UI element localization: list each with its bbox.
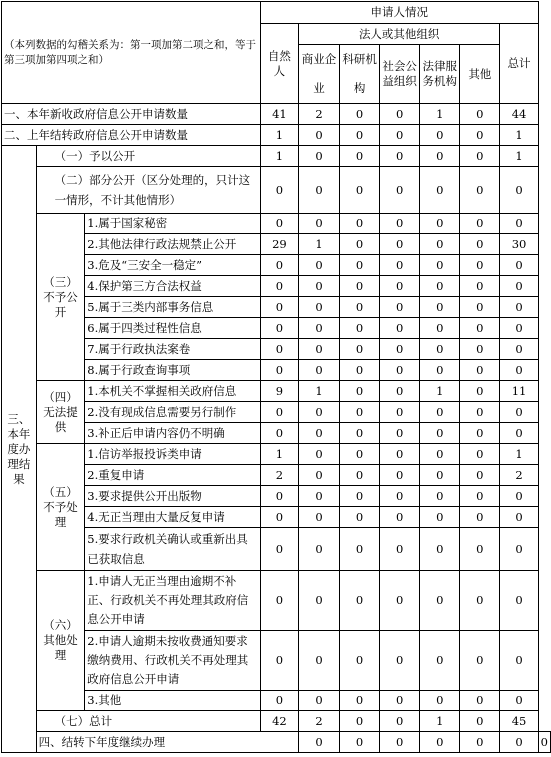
cell-social: 0: [380, 214, 420, 234]
cell-other: 0: [460, 402, 500, 423]
cell-commercial: 1: [299, 381, 340, 402]
cell-legal: 0: [420, 402, 460, 423]
row-label: 6.属于四类过程性信息: [85, 318, 260, 339]
cell-commercial: 2: [299, 711, 340, 732]
cell-legal: 0: [420, 486, 460, 507]
cell-total: 0: [500, 691, 538, 711]
row-label: 2.其他法律行政法规禁止公开: [85, 234, 260, 255]
cell-legal: 0: [420, 339, 460, 360]
cell-other: 0: [460, 276, 500, 297]
row-label: （七）总计: [36, 711, 260, 732]
row-label: 4.保护第三方合法权益: [85, 276, 260, 297]
cell-social: 0: [380, 276, 420, 297]
cell-natural: 0: [299, 732, 340, 753]
table-row: [2, 125, 551, 146]
group-label-cannot-provide: （四）无法提供: [36, 381, 85, 444]
cell-other: 0: [460, 339, 500, 360]
row-label: 1.信访举报投诉类申请: [85, 444, 260, 465]
table-row: [2, 571, 551, 631]
cell-other: 0: [460, 167, 500, 214]
cell-other: 0: [460, 125, 500, 146]
cell-natural: 2: [260, 465, 298, 486]
cell-social: 0: [380, 360, 420, 381]
cell-natural: 0: [260, 691, 298, 711]
cell-research: 0: [340, 571, 380, 631]
cell-total: 45: [500, 711, 538, 732]
cell-legal: 0: [420, 214, 460, 234]
table-row: [2, 234, 551, 255]
row-label: 一、本年新收政府信息公开申请数量: [2, 104, 261, 125]
table-row: [2, 214, 551, 234]
cell-other: 0: [460, 711, 500, 732]
cell-legal: 1: [420, 711, 460, 732]
cell-social: 0: [380, 255, 420, 276]
cell-commercial: 0: [299, 255, 340, 276]
cell-total: 0: [500, 255, 538, 276]
cell-social: 0: [380, 711, 420, 732]
cell-legal: 0: [460, 732, 500, 753]
cell-research: 0: [340, 465, 380, 486]
cell-legal: 0: [420, 571, 460, 631]
cell-commercial: 0: [299, 402, 340, 423]
cell-natural: 0: [260, 318, 298, 339]
cell-legal: 0: [420, 465, 460, 486]
row-label: （一）予以公开: [36, 146, 260, 167]
row-label: 4.无正当理由大量反复申请: [85, 507, 260, 528]
table-row: [2, 339, 551, 360]
cell-natural: 0: [260, 297, 298, 318]
cell-social: 0: [380, 381, 420, 402]
cell-social: 0: [380, 146, 420, 167]
cell-other: 0: [460, 571, 500, 631]
cell-research: 0: [340, 711, 380, 732]
table-row: [2, 297, 551, 318]
cell-commercial: 0: [340, 732, 380, 753]
cell-research: 0: [340, 423, 380, 444]
row-label: 3.其他: [85, 691, 260, 711]
cell-total: 1: [500, 444, 538, 465]
cell-social: 0: [380, 125, 420, 146]
cell-legal: 0: [420, 146, 460, 167]
cell-other: 0: [460, 444, 500, 465]
cell-total: 30: [500, 234, 538, 255]
cell-total: 0: [500, 360, 538, 381]
cell-other: 0: [460, 691, 500, 711]
cell-research: 0: [340, 104, 380, 125]
cell-total: 1: [500, 146, 538, 167]
header-total: 总计: [500, 24, 538, 104]
table-row: [2, 507, 551, 528]
cell-legal: 0: [420, 691, 460, 711]
cell-total: 11: [500, 381, 538, 402]
cell-commercial: 0: [299, 571, 340, 631]
cell-research: 0: [340, 444, 380, 465]
group-label-other-processing: （六）其他处理: [36, 571, 85, 711]
cell-natural: 0: [260, 631, 298, 691]
cell-research: 0: [340, 255, 380, 276]
header-other: 其他: [460, 45, 500, 104]
cell-legal: 0: [420, 507, 460, 528]
cell-research: 0: [340, 402, 380, 423]
cell-total: 0: [500, 167, 538, 214]
cell-legal: 0: [420, 255, 460, 276]
cell-commercial: 0: [299, 276, 340, 297]
cell-total: 0: [500, 276, 538, 297]
cell-commercial: 0: [299, 297, 340, 318]
cell-social: 0: [380, 423, 420, 444]
cell-natural: 41: [260, 104, 298, 125]
cell-commercial: 0: [299, 360, 340, 381]
row-label: 2.重复申请: [85, 465, 260, 486]
cell-social: 0: [380, 691, 420, 711]
cell-legal: 0: [420, 631, 460, 691]
cell-legal: 1: [420, 381, 460, 402]
table-row: [2, 528, 551, 571]
row-label: 1.属于国家秘密: [85, 214, 260, 234]
cell-research: 0: [380, 732, 420, 753]
cell-social: 0: [380, 297, 420, 318]
cell-natural: 0: [260, 214, 298, 234]
table-row: [2, 465, 551, 486]
cell-social: 0: [380, 104, 420, 125]
cell-other: 0: [460, 381, 500, 402]
header-legal-service: 法律服务机构: [420, 45, 460, 104]
cell-commercial: 0: [299, 486, 340, 507]
header-natural-person: 自然人: [260, 24, 298, 104]
cell-total: 1: [500, 125, 538, 146]
cell-commercial: 0: [299, 465, 340, 486]
cell-research: 0: [340, 507, 380, 528]
cell-other: 0: [460, 255, 500, 276]
cell-commercial: 0: [299, 339, 340, 360]
table-row: [2, 402, 551, 423]
cell-social: 0: [380, 167, 420, 214]
cell-research: 0: [340, 297, 380, 318]
cell-other: 0: [460, 423, 500, 444]
table-row: [2, 146, 551, 167]
cell-total: 0: [500, 339, 538, 360]
cell-other: 0: [460, 318, 500, 339]
cell-natural: 42: [260, 711, 298, 732]
header-legal-orgs: 法人或其他组织: [299, 24, 500, 45]
table-row: [2, 255, 551, 276]
cell-legal: 1: [420, 104, 460, 125]
cell-natural: 0: [260, 423, 298, 444]
cell-other: 0: [460, 234, 500, 255]
cell-legal: 0: [420, 234, 460, 255]
table-row: [2, 318, 551, 339]
cell-social: 0: [380, 234, 420, 255]
cell-commercial: 0: [299, 528, 340, 571]
cell-legal: 0: [420, 276, 460, 297]
cell-total: 0: [500, 507, 538, 528]
cell-social: 0: [380, 318, 420, 339]
cell-research: 0: [340, 360, 380, 381]
row-label: （二）部分公开（区分处理的，只计这一情形，不计其他情形）: [36, 167, 260, 214]
row-label: 8.属于行政查询事项: [85, 360, 260, 381]
cell-total: 0: [500, 486, 538, 507]
cell-commercial: 2: [299, 104, 340, 125]
table-row: [2, 486, 551, 507]
cell-other: 0: [460, 631, 500, 691]
header-commercial: 商业企业: [299, 45, 340, 104]
cell-social: 0: [380, 465, 420, 486]
cell-legal: 0: [420, 444, 460, 465]
cell-natural: 0: [260, 255, 298, 276]
cell-research: 0: [340, 276, 380, 297]
row-label: 3.危及“三安全一稳定”: [85, 255, 260, 276]
header-applicant: 申请人情况: [260, 2, 538, 24]
cell-commercial: 0: [299, 125, 340, 146]
table-row: [2, 167, 551, 214]
cell-commercial: 0: [299, 631, 340, 691]
cell-social: 0: [380, 402, 420, 423]
cell-commercial: 0: [299, 318, 340, 339]
row-label: 5.属于三类内部事务信息: [85, 297, 260, 318]
cell-research: 0: [340, 339, 380, 360]
cell-natural: 0: [260, 167, 298, 214]
cell-legal: 0: [420, 297, 460, 318]
cell-research: 0: [340, 167, 380, 214]
cell-total: 0: [500, 423, 538, 444]
cell-research: 0: [340, 381, 380, 402]
cell-commercial: 0: [299, 444, 340, 465]
cell-other: 0: [460, 465, 500, 486]
cell-natural: 0: [260, 360, 298, 381]
cell-other: 0: [460, 214, 500, 234]
cell-natural: 0: [260, 402, 298, 423]
row-label: 3.要求提供公开出版物: [85, 486, 260, 507]
cell-other: 0: [460, 297, 500, 318]
cell-other: 0: [460, 104, 500, 125]
cell-other: 0: [460, 528, 500, 571]
cell-research: 0: [340, 318, 380, 339]
table-row: [2, 631, 551, 691]
cell-legal: 0: [420, 423, 460, 444]
cell-natural: 0: [260, 339, 298, 360]
table-row: [2, 691, 551, 711]
cell-total: 0: [500, 214, 538, 234]
cell-commercial: 1: [299, 234, 340, 255]
table-row: [2, 732, 551, 753]
cell-research: 0: [340, 214, 380, 234]
header-note: （本列数据的勾稽关系为：第一项加第二项之和，等于第三项加第四项之和）: [2, 2, 261, 104]
cell-other: 0: [500, 732, 538, 753]
cell-research: 0: [340, 486, 380, 507]
cell-legal: 0: [420, 125, 460, 146]
cell-natural: 1: [260, 444, 298, 465]
cell-social: 0: [380, 444, 420, 465]
cell-total: 0: [500, 402, 538, 423]
cell-legal: 0: [420, 167, 460, 214]
cell-total: 0: [500, 528, 538, 571]
header-research: 科研机构: [340, 45, 380, 104]
gov-info-disclosure-table: [1, 1, 551, 753]
cell-social: 0: [420, 732, 460, 753]
table-row: [2, 104, 551, 125]
cell-social: 0: [380, 339, 420, 360]
table-row: [2, 381, 551, 402]
cell-other: 0: [460, 507, 500, 528]
group-label-not-processed: （五）不予处理: [36, 444, 85, 571]
cell-total: 0: [538, 732, 550, 753]
table-row: [2, 444, 551, 465]
cell-total: 44: [500, 104, 538, 125]
cell-research: 0: [340, 234, 380, 255]
cell-natural: 0: [260, 507, 298, 528]
row-label: 二、上年结转政府信息公开申请数量: [2, 125, 261, 146]
cell-social: 0: [380, 631, 420, 691]
cell-social: 0: [380, 571, 420, 631]
row-label: 2.申请人逾期未按收费通知要求缴纳费用、行政机关不再处理其政府信息公开申请: [85, 631, 260, 691]
cell-social: 0: [380, 507, 420, 528]
cell-total: 0: [500, 297, 538, 318]
group-label-results: 三、本年度办理结果: [2, 146, 37, 753]
cell-commercial: 0: [299, 691, 340, 711]
row-label: 7.属于行政执法案卷: [85, 339, 260, 360]
cell-social: 0: [380, 528, 420, 571]
cell-social: 0: [380, 486, 420, 507]
row-label: 四、结转下年度继续办理: [36, 732, 298, 753]
row-label: 5.要求行政机关确认或重新出具已获取信息: [85, 528, 260, 571]
table-row: [2, 711, 551, 732]
cell-commercial: 0: [299, 167, 340, 214]
cell-research: 0: [340, 528, 380, 571]
cell-natural: 0: [260, 486, 298, 507]
cell-commercial: 0: [299, 214, 340, 234]
cell-total: 2: [500, 465, 538, 486]
cell-other: 0: [460, 360, 500, 381]
cell-natural: 0: [260, 276, 298, 297]
cell-natural: 0: [260, 571, 298, 631]
cell-research: 0: [340, 691, 380, 711]
cell-research: 0: [340, 125, 380, 146]
cell-commercial: 0: [299, 423, 340, 444]
row-label: 1.申请人无正当理由逾期不补正、行政机关不再处理其政府信息公开申请: [85, 571, 260, 631]
table-row: [2, 360, 551, 381]
cell-natural: 0: [260, 528, 298, 571]
cell-commercial: 0: [299, 507, 340, 528]
cell-natural: 1: [260, 125, 298, 146]
cell-research: 0: [340, 631, 380, 691]
cell-total: 0: [500, 571, 538, 631]
cell-total: 0: [500, 318, 538, 339]
cell-commercial: 0: [299, 146, 340, 167]
cell-natural: 1: [260, 146, 298, 167]
cell-other: 0: [460, 146, 500, 167]
cell-research: 0: [340, 146, 380, 167]
cell-other: 0: [460, 486, 500, 507]
cell-legal: 0: [420, 360, 460, 381]
row-label: 3.补正后申请内容仍不明确: [85, 423, 260, 444]
table-row: [2, 276, 551, 297]
cell-natural: 29: [260, 234, 298, 255]
cell-legal: 0: [420, 528, 460, 571]
cell-legal: 0: [420, 318, 460, 339]
cell-total: 0: [500, 631, 538, 691]
group-label-not-disclosed: （三）不予公开: [36, 214, 85, 381]
table-row: [2, 423, 551, 444]
header-social-welfare: 社会公益组织: [380, 45, 420, 104]
row-label: 2.没有现成信息需要另行制作: [85, 402, 260, 423]
cell-natural: 9: [260, 381, 298, 402]
row-label: 1.本机关不掌握相关政府信息: [85, 381, 260, 402]
